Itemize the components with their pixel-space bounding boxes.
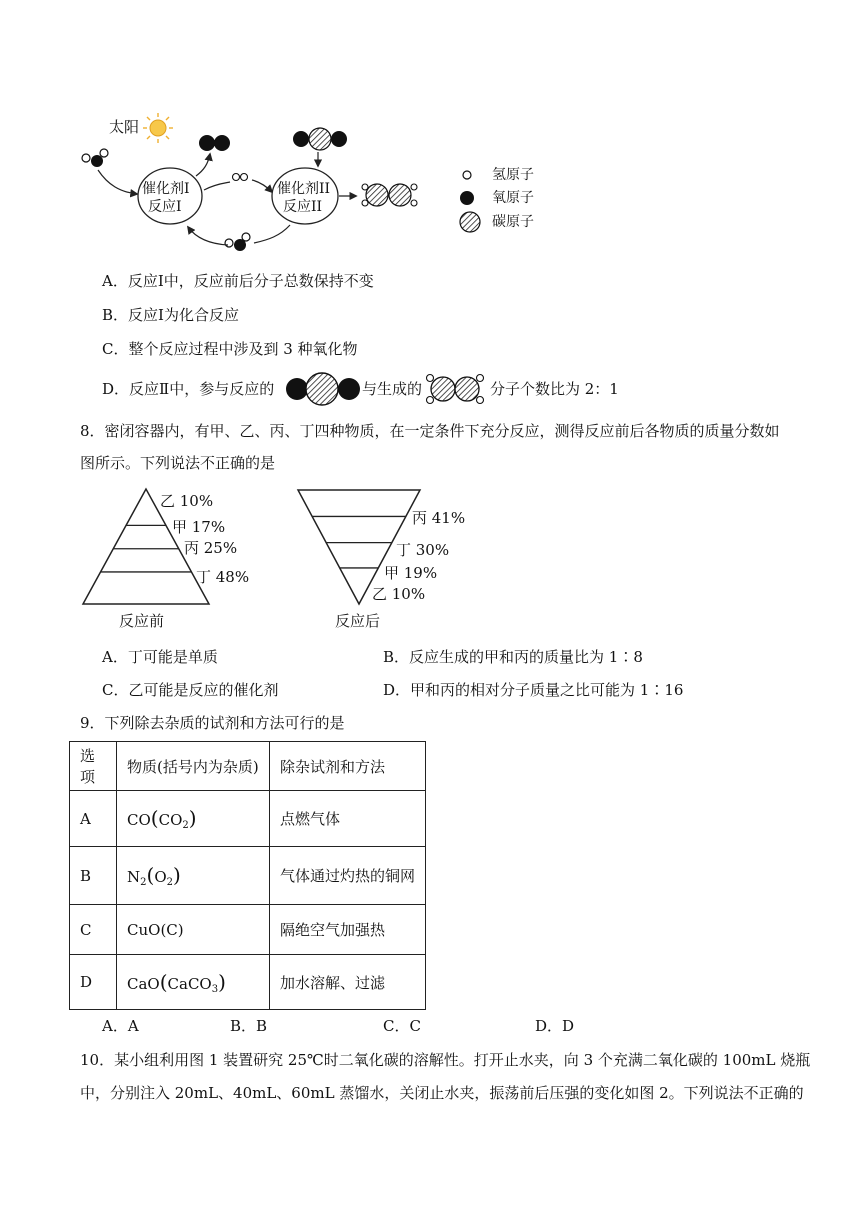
q10-line2: 中，分别注入 20mL、40mL、60mL 蒸馏水，关闭止水夹，振荡前后压强的变化如图 2。下列说法不正确的 bbox=[80, 1084, 804, 1102]
ethylene-molecule-icon bbox=[362, 184, 417, 206]
table-cell-substance: $CO(CO_2)$ bbox=[117, 791, 270, 847]
after-label-0: 丙 41% bbox=[412, 509, 466, 527]
hydrogen-atom-icon bbox=[463, 171, 471, 179]
table-header-cell: 物质(括号内为杂质) bbox=[117, 742, 270, 791]
q9-answer-a: A．A bbox=[102, 1017, 139, 1035]
table-cell-option: B bbox=[70, 847, 117, 905]
sun-icon bbox=[143, 113, 173, 143]
q8-option-d: D．甲和丙的相对分子质量之比可能为 1∶16 bbox=[383, 681, 684, 699]
q9-answer-c: C．C bbox=[383, 1017, 421, 1035]
impurity: CO bbox=[158, 811, 183, 829]
arrow-h2-a bbox=[204, 182, 230, 190]
water-molecule-return-icon bbox=[225, 233, 250, 251]
table-cell-substance: $N_2(O_2)$ bbox=[117, 847, 270, 905]
table-header-cell: 除杂试剂和方法 bbox=[270, 742, 426, 791]
reaction2-label-1: 催化剂II bbox=[277, 181, 331, 197]
carbon-atom-icon bbox=[460, 212, 480, 232]
before-label-3: 丁 48% bbox=[196, 568, 250, 586]
oxygen-molecule-icon bbox=[199, 135, 230, 151]
before-label-1: 甲 17% bbox=[172, 518, 226, 536]
arrow-water-back-b bbox=[188, 227, 228, 245]
table-cell-substance: CaO(CaCO$_3$) bbox=[117, 955, 270, 1010]
co2-inline-icon bbox=[286, 373, 360, 405]
sun-label: 太阳 bbox=[109, 118, 140, 136]
reaction1-label-1: 催化剂I bbox=[142, 181, 190, 197]
table-cell-method: 加水溶解、过滤 bbox=[270, 955, 426, 1010]
before-label-2: 丙 25% bbox=[184, 539, 238, 557]
table-header-row bbox=[70, 742, 426, 791]
q7-option-d-suffix: 分子个数比为 2：1 bbox=[490, 380, 619, 398]
q8-option-c: C．乙可能是反应的催化剂 bbox=[102, 681, 279, 699]
after-label-3: 乙 10% bbox=[372, 585, 426, 603]
table-row bbox=[70, 905, 426, 955]
carbon-dioxide-molecule-icon bbox=[293, 128, 347, 150]
impurity: O bbox=[154, 868, 167, 886]
substance-main: CuO bbox=[127, 920, 161, 939]
q9-stem: 9．下列除去杂质的试剂和方法可行的是 bbox=[80, 714, 345, 732]
q8-option-b: B．反应生成的甲和丙的质量比为 1∶8 bbox=[383, 648, 643, 666]
reaction2-label-2: 反应II bbox=[283, 199, 323, 215]
q7-option-d-middle: 与生成的 bbox=[362, 380, 423, 398]
q9-answer-d: D．D bbox=[535, 1017, 575, 1035]
after-title: 反应后 bbox=[335, 612, 381, 630]
water-molecule-icon bbox=[82, 149, 108, 167]
table-cell-substance: CuO(C) bbox=[117, 905, 270, 955]
impurity-sub: 2 bbox=[166, 877, 173, 888]
substance-sub: 2 bbox=[140, 877, 147, 888]
table-row bbox=[70, 955, 426, 1010]
q9-table bbox=[69, 741, 426, 1010]
arrow-water-back-a bbox=[254, 225, 290, 243]
arrow-to-reaction1 bbox=[98, 170, 137, 194]
q8-stem-line1: 8．密闭容器内，有甲、乙、丙、丁四种物质，在一定条件下充分反应，测得反应前后各物质的质量分数如 bbox=[80, 422, 780, 440]
q7-option-d-prefix: D．反应Ⅱ中，参与反应的 bbox=[102, 380, 275, 398]
q8-stem-line2: 图所示。下列说法不正确的是 bbox=[80, 454, 276, 472]
reaction1-label-2: 反应I bbox=[148, 199, 182, 215]
table-cell-option: C bbox=[70, 905, 117, 955]
arrow-h2-b bbox=[252, 180, 272, 192]
oxygen-atom-icon bbox=[460, 191, 474, 205]
substance-main: CO bbox=[127, 811, 151, 829]
table-cell-option: D bbox=[70, 955, 117, 1010]
substance-main: CaO bbox=[127, 974, 160, 993]
q10-line1: 10．某小组利用图 1 装置研究 25℃时二氧化碳的溶解性。打开止水夹，向 3 个充满二氧化碳的 100mL 烧瓶 bbox=[80, 1051, 811, 1069]
impurity-sub: 3 bbox=[211, 983, 219, 995]
before-title: 反应前 bbox=[119, 612, 165, 630]
q9-answer-b: B．B bbox=[230, 1017, 268, 1035]
table-row bbox=[70, 791, 426, 847]
table-row bbox=[70, 847, 426, 905]
before-label-0: 乙 10% bbox=[160, 492, 214, 510]
q7-option-b: B．反应Ⅰ为化合反应 bbox=[102, 306, 239, 324]
legend-carbon: 碳原子 bbox=[492, 214, 534, 230]
q8-option-a: A．丁可能是单质 bbox=[102, 648, 218, 666]
ethylene-inline-icon bbox=[427, 375, 484, 404]
impurity: CaCO bbox=[167, 974, 212, 993]
legend-oxygen: 氧原子 bbox=[492, 190, 534, 206]
table-cell-method: 隔绝空气加强热 bbox=[270, 905, 426, 955]
q7-option-a: A．反应Ⅰ中，反应前后分子总数保持不变 bbox=[102, 272, 374, 290]
impurity: C bbox=[166, 920, 178, 939]
hydrogen-molecule-icon bbox=[233, 174, 248, 181]
q7-option-c: C．整个反应过程中涉及到 3 种氧化物 bbox=[102, 340, 358, 358]
table-cell-method: 点燃气体 bbox=[270, 791, 426, 847]
table-cell-method: 气体通过灼热的铜网 bbox=[270, 847, 426, 905]
after-label-2: 甲 19% bbox=[384, 564, 438, 582]
table-cell-option: A bbox=[70, 791, 117, 847]
arrow-oxygen-out bbox=[196, 154, 210, 176]
impurity-sub: 2 bbox=[182, 820, 189, 831]
substance-main: N bbox=[127, 868, 141, 886]
table-header-cell: 选项 bbox=[70, 742, 117, 791]
after-label-1: 丁 30% bbox=[396, 541, 450, 559]
legend-hydrogen: 氢原子 bbox=[492, 167, 534, 183]
